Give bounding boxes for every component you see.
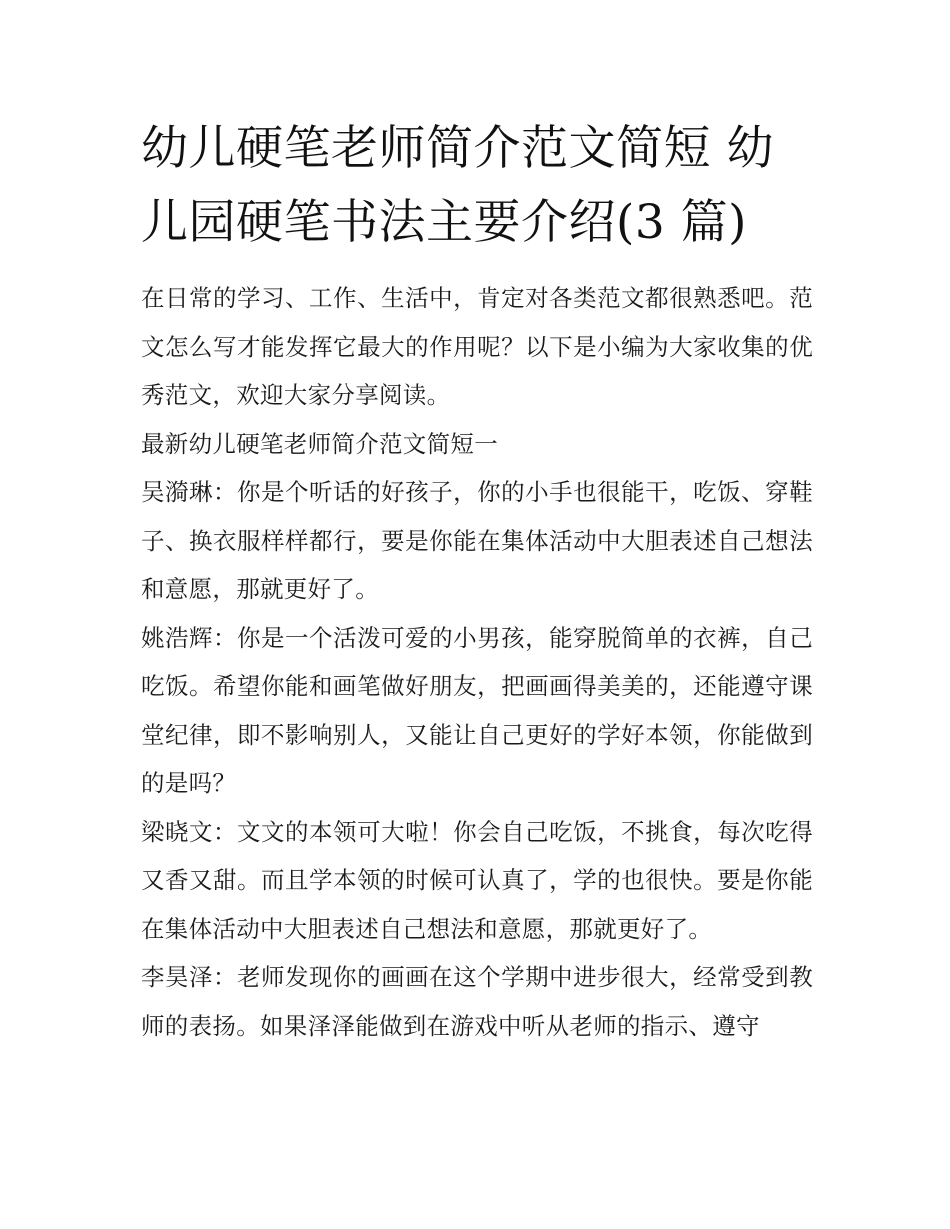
comment-paragraph: 李昊泽：老师发现你的画画在这个学期中进步很大，经常受到教师的表扬。如果泽泽能做到在游戏中听从老师的指示、遵守 [141,963,813,1040]
section-heading: 最新幼儿硬笔老师简介范文简短一 [141,429,498,458]
comment-paragraph: 吴漪琳：你是个听话的好孩子，你的小手也很能干，吃饭、穿鞋子、换衣服样样都行，要是你能在集体活动中大胆表述自己想法和意愿，那就更好了。 [141,478,813,603]
document-page [141,112,813,1050]
comment-paragraph: 梁晓文：文文的本领可大啦！你会自己吃饭，不挑食，每次吃得又香又甜。而且学本领的时候可认真了，学的也很快。要是你能在集体活动中大胆表述自己想法和意愿，那就更好了。 [141,817,813,943]
intro-paragraph: 在日常的学习、工作、生活中，肯定对各类范文都很熟悉吧。范文怎么写才能发挥它最大的作用呢？以下是小编为大家收集的优秀范文，欢迎大家分享阅读。 [141,284,813,409]
document-body [141,274,813,1050]
comment-paragraph: 姚浩辉：你是一个活泼可爱的小男孩，能穿脱简单的衣裤，自己吃饭。希望你能和画笔做好朋友，把画画得美美的，还能遵守课堂纪律，即不影响别人，又能让自己更好的学好本领，你能做到的是吗？ [141,623,813,797]
document-title: 幼儿硬笔老师简介范文简短 幼儿园硬笔书法主要介绍(3 篇) [141,121,774,250]
